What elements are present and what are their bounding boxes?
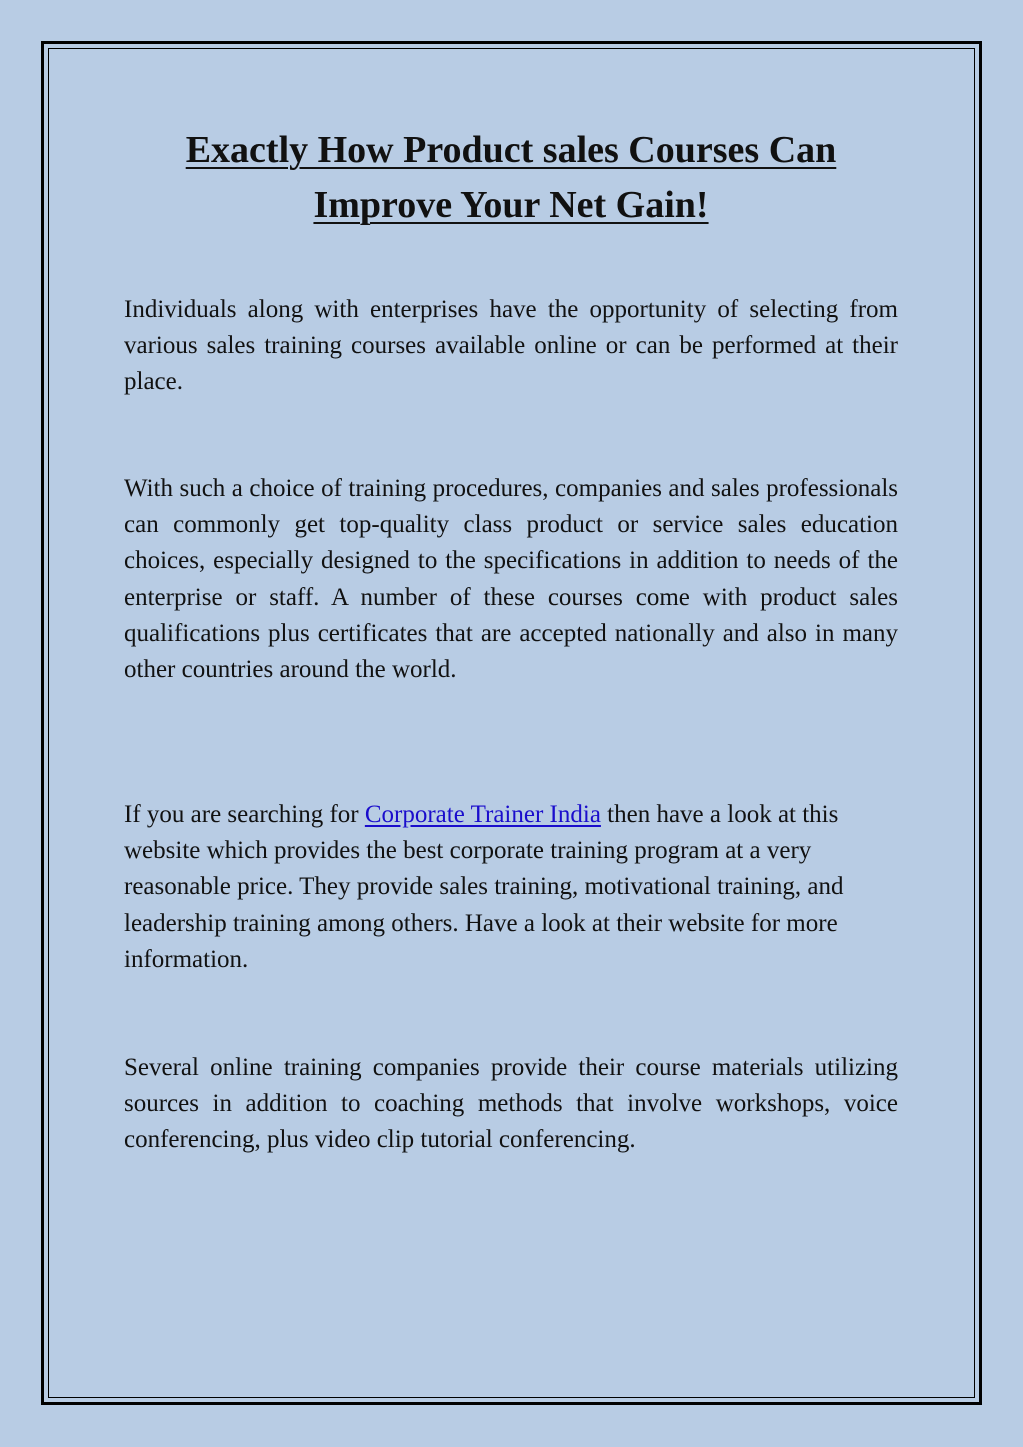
paragraph-3: [124, 797, 884, 978]
paragraph-3-text-before-link: If you are searching for: [124, 801, 365, 828]
page-inner-border: [48, 48, 975, 1398]
paragraph-4: Several online training companies provide their course materials utilizing sources in addition to coaching methods that involve workshops, voice conferencing, plus video clip tutorial conferencing.: [124, 1054, 898, 1154]
document-title: Exactly How Product sales Courses Can Improve Your Net Gain!: [185, 129, 837, 226]
paragraph-3-text-after-link: then have a look at this website which provides the best corporate training program at a very reasonable price. They provide sales training, motivational training, and leadership training among others. Have a look at their website for more information.: [124, 801, 844, 973]
paragraph-2: With such a choice of training procedures, companies and sales professionals can commonly get top-quality class product or service sales education choices, especially designed to the specifications in addition to needs of the enterprise or staff. A number of these courses come with product sales qualifications plus certificates that are accepted nationally and also in many other countries around the world.: [124, 475, 898, 684]
corporate-trainer-india-link[interactable]: Corporate Trainer India: [364, 801, 601, 828]
paragraph-1: Individuals along with enterprises have the opportunity of selecting from various sales training courses available online or can be performed at their place.: [124, 296, 898, 396]
